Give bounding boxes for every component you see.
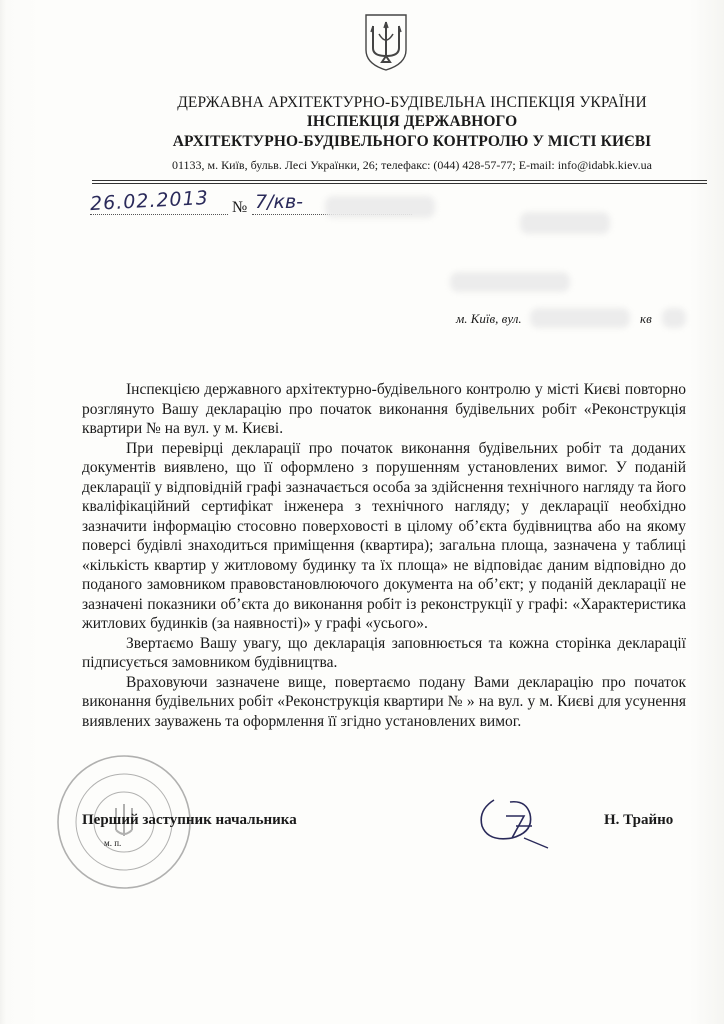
- header-divider: [92, 180, 707, 181]
- header-address: 01133, м. Київ, бульв. Лесі Українки, 26; телефакс: (044) 428-57-77; E-mail: info@idabk.kiev.ua: [172, 158, 652, 172]
- handwritten-signature-icon: [472, 786, 562, 856]
- body-paragraph-2: При перевірці декларації про початок виконання будівельних робіт та доданих документів виявлено, що її оформлено з порушенням установлених вимог. У поданій декларації у відповідній графі зазначається особа за здійснення технічного нагляду та його кваліфікаційний сертифікат інженера з технічного нагляду; у декларації необхідно зазначити інформацію стосовно поверховості в цілому об’єкта будівництва або на якому поверсі будівлі знаходиться приміщення (квартира); загальна площа, зазначена у таблиці «кількість квартир у житловому будинку та їх площа» не відповідає даним відповідно до поданого замовником правовстановлюючого документа на об’єкт; у поданій декларації не зазначені показники об’єкта до виконання робіт із реконструкції у графі: «Характеристика житлових будинків (за наявності)» у графі «усього».: [82, 439, 686, 632]
- signatory-name: Н. Трайно: [604, 812, 674, 828]
- stamp-place-label: м. п.: [104, 838, 122, 848]
- redacted-area: [325, 196, 435, 218]
- letter-body: [82, 380, 686, 731]
- date-underline: [90, 214, 228, 215]
- header-inspection-line: ІНСПЕКЦІЯ ДЕРЖАВНОГО: [306, 113, 518, 130]
- header-divider-thin: [92, 183, 707, 184]
- registration-date: 26.02.2013: [89, 186, 210, 216]
- recipient-address-end: кв: [640, 311, 652, 326]
- body-paragraph-4: Враховуючи зазначене вище, повертаємо подану Вами декларацію про початок виконання будівельних робіт «Реконструкція квартири № » на вул. у м. Києві для усунення виявлених зауважень та оформлення її згідно установлених вимог.: [82, 673, 686, 730]
- redacted-area: [530, 308, 630, 328]
- header-control-line: АРХІТЕКТУРНО-БУДІВЕЛЬНОГО КОНТРОЛЮ У МІСТІ КИЄВІ: [172, 133, 652, 150]
- header-agency-line: ДЕРЖАВНА АРХІТЕКТУРНО-БУДІВЕЛЬНА ІНСПЕКЦІЯ УКРАЇНИ: [177, 94, 647, 111]
- trident-emblem-icon: [363, 12, 409, 72]
- redacted-area: [662, 308, 686, 328]
- redacted-area: [520, 212, 610, 234]
- registration-number: 7/кв-: [255, 191, 304, 213]
- body-paragraph-1: Інспекцією державного архітектурно-будівельного контролю у місті Києві повторно розглянуто Вашу декларацію про початок виконання будівельних робіт «Реконструкція квартири № на вул. у м. Києві.: [82, 381, 686, 437]
- registration-number-label: №: [232, 199, 248, 216]
- signatory-title: Перший заступник начальника: [82, 812, 297, 828]
- recipient-address-start: м. Київ, вул.: [456, 311, 522, 326]
- redacted-area: [450, 272, 570, 292]
- body-paragraph-3: Звертаємо Вашу увагу, що декларація заповнюється та кожна сторінка декларації підписується замовником будівництва.: [82, 634, 686, 671]
